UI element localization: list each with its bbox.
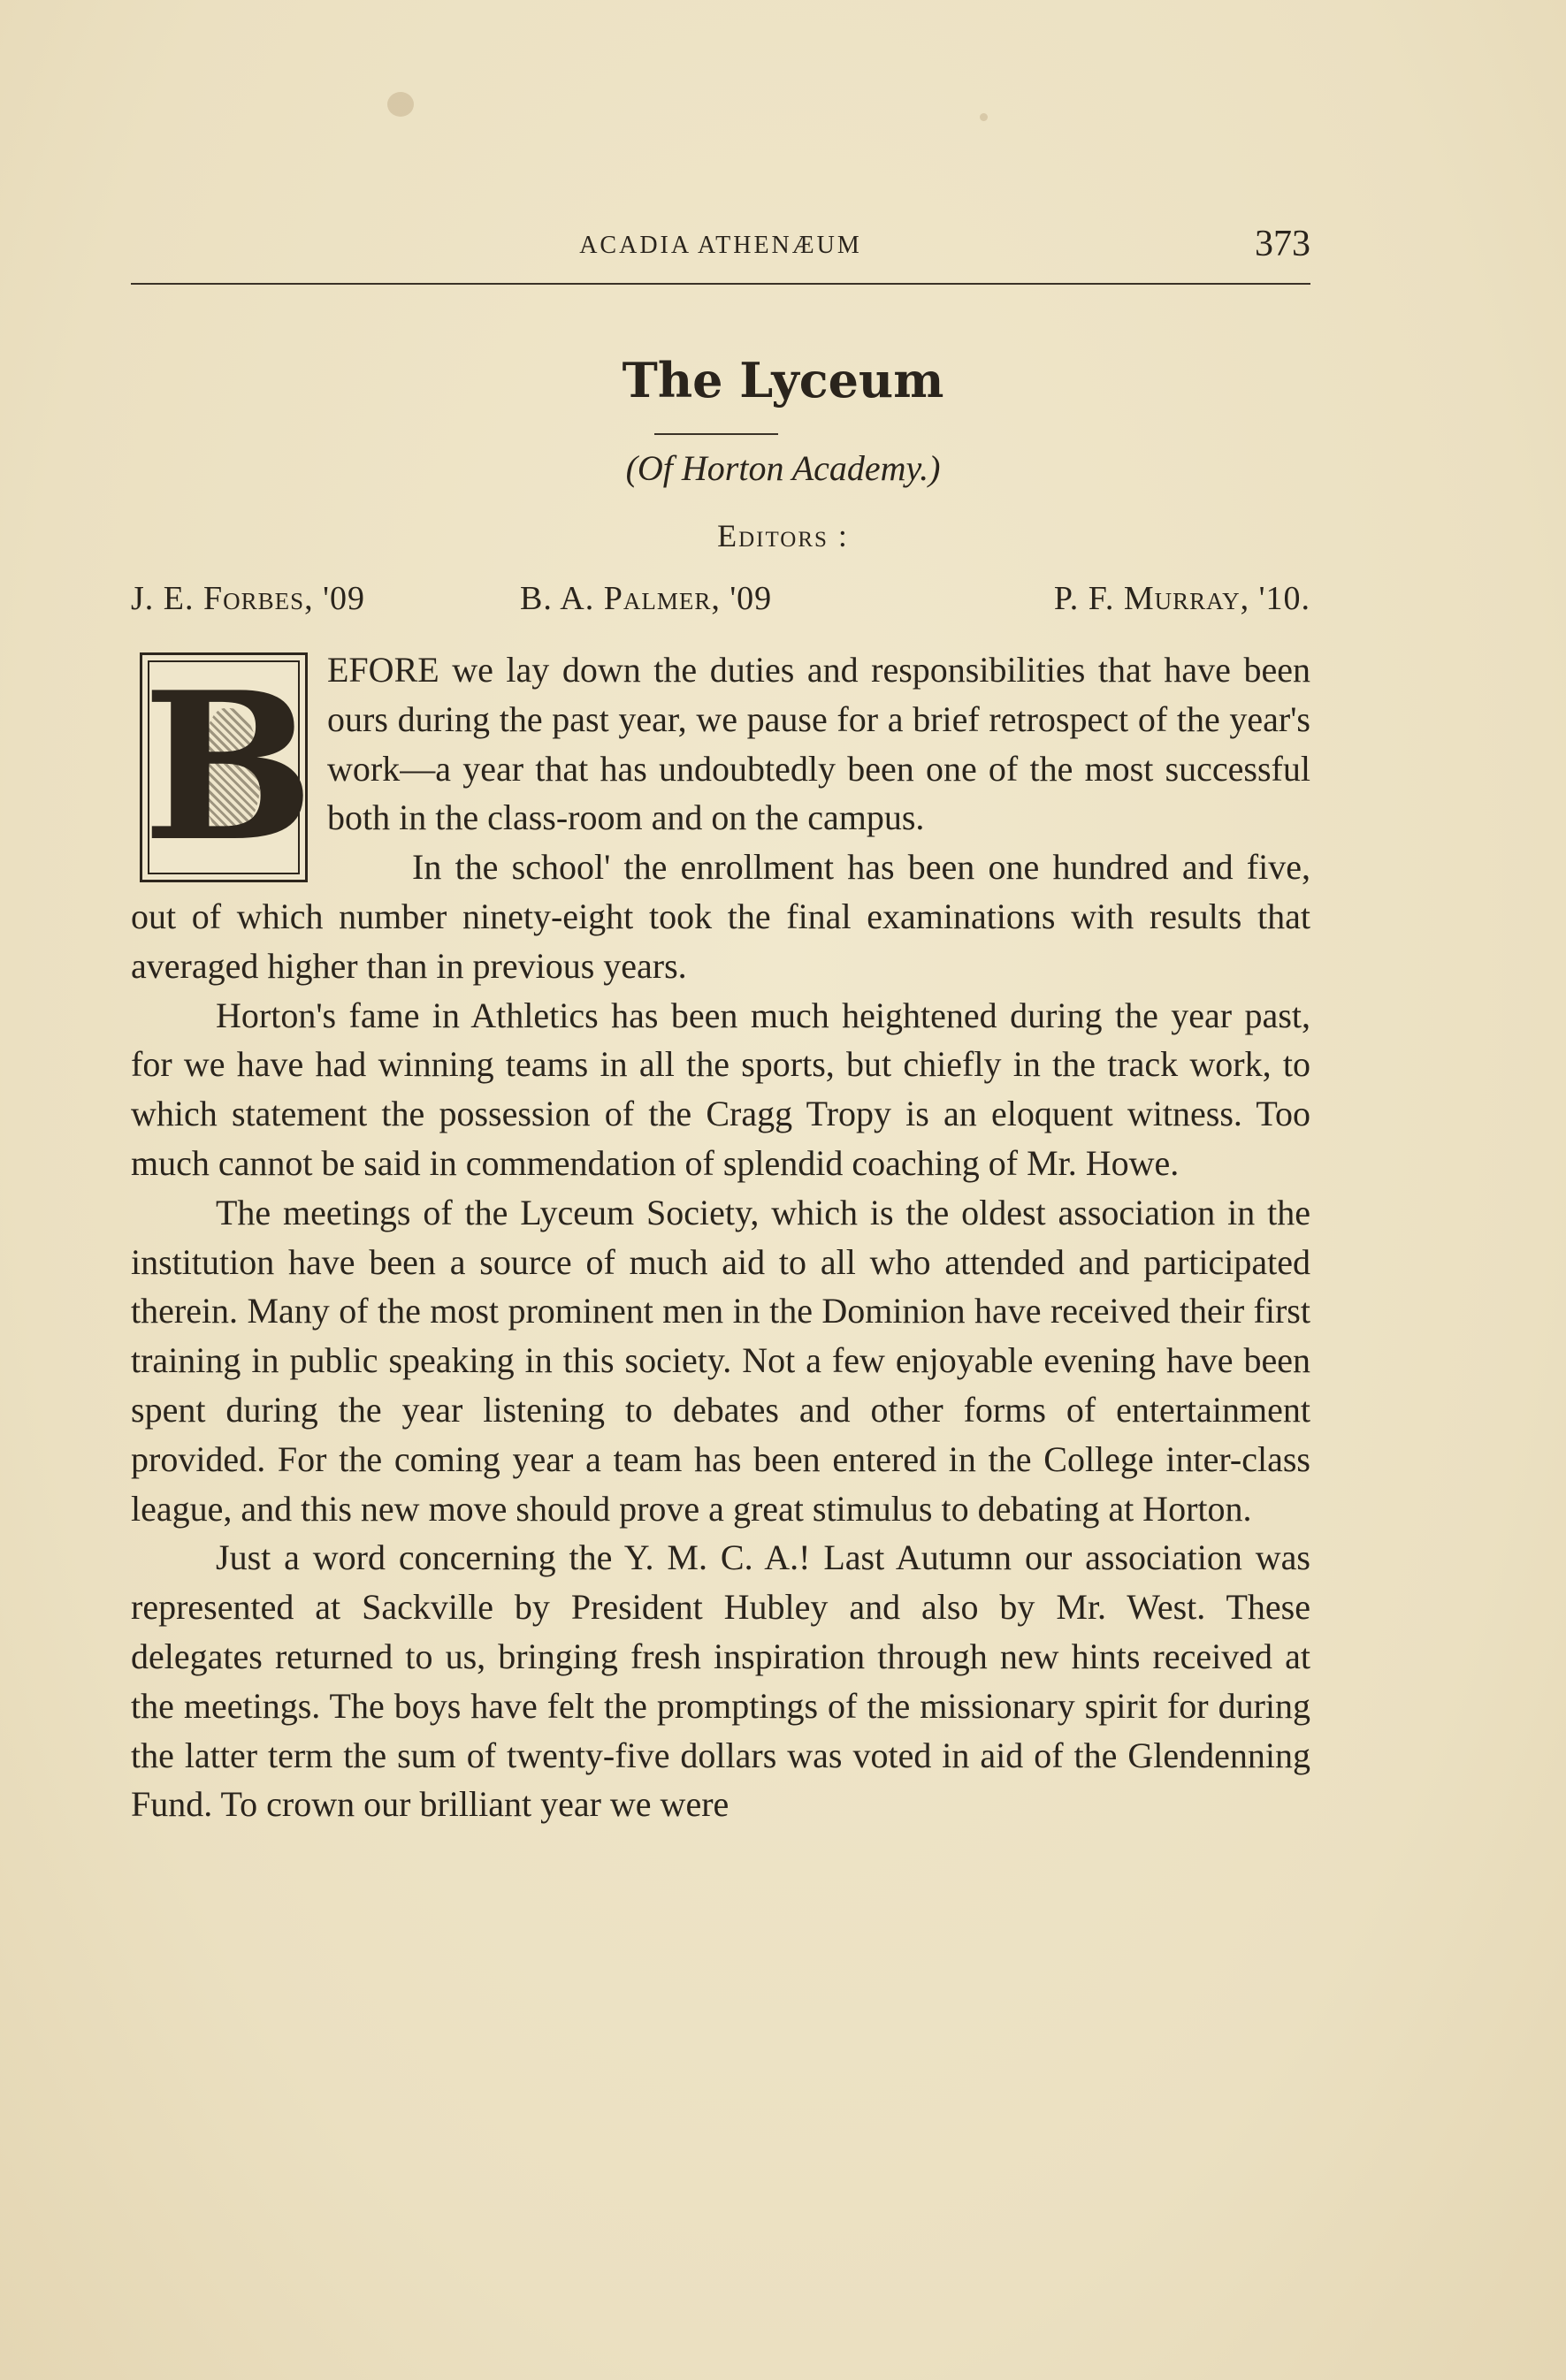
drop-cap-initial (140, 648, 315, 887)
paragraph: Horton's fame in Athletics has been much heightened during the year past, for we have had winning teams in all the sports, but chiefly in the track work, to which statement the possession of the Cragg Tropy is an eloquent witness. Too much cannot be said in commendation of splendid coaching of Mr. Howe. (131, 995, 1310, 1183)
section-subtitle: (Of Horton Academy.) (625, 448, 941, 488)
paragraph: In the school' the enrollment has been one hundred and five, out of which number ninety-eight took the final examinations with results that averaged higher than in previous years. (131, 847, 1310, 986)
article-body (131, 645, 1310, 1829)
drop-cap-letter: B (142, 648, 315, 887)
page-header (131, 221, 1310, 274)
title-rule (654, 433, 778, 435)
paragraph: The meetings of the Lyceum Society, which is the oldest association in the institution have been a source of much aid to all who attended and participated therein. Many of the most prominent men in the Dominion have received their first training in public speaking in this society. Not a few enjoyable evening have been spent during the year listening to debates and other forms of entertainment provided. For the coming year a team has been entered in the College inter-class league, and this new move should prove a great stimulus to debating at Horton. (131, 1192, 1310, 1529)
paragraph: Just a word concerning the Y. M. C. A.! Last Autumn our association was represented at Sackville by President Hubley and also by Mr. West. These delegates returned to us, bringing fresh inspiration through new hints received at the meetings. The boys have felt the promptings of the missionary spirit for during the latter term the sum of twenty-five dollars was voted in aid of the Glendenning Fund. To crown our brilliant year we were (131, 1537, 1310, 1825)
editors-list (131, 579, 1310, 623)
editors-heading: Editors : (717, 518, 849, 553)
paragraph: EFORE we lay down the duties and responsibilities that have been ours during the past year, we pause for a brief retrospect of the year's work—a year that has undoubtedly been one of the most successful both in the class-room and on the campus. (327, 650, 1310, 838)
paper-stain (980, 113, 988, 121)
paper-stain (387, 92, 414, 117)
editor-name: P. F. Murray, '10. (1053, 580, 1310, 617)
header-rule (131, 283, 1310, 285)
page-number: 373 (1255, 224, 1310, 264)
running-title: ACADIA ATHENÆUM (579, 232, 862, 259)
editor-name: J. E. Forbes, '09 (131, 580, 366, 617)
section-title: The Lyceum (622, 352, 944, 408)
editor-name: B. A. Palmer, '09 (520, 580, 773, 617)
